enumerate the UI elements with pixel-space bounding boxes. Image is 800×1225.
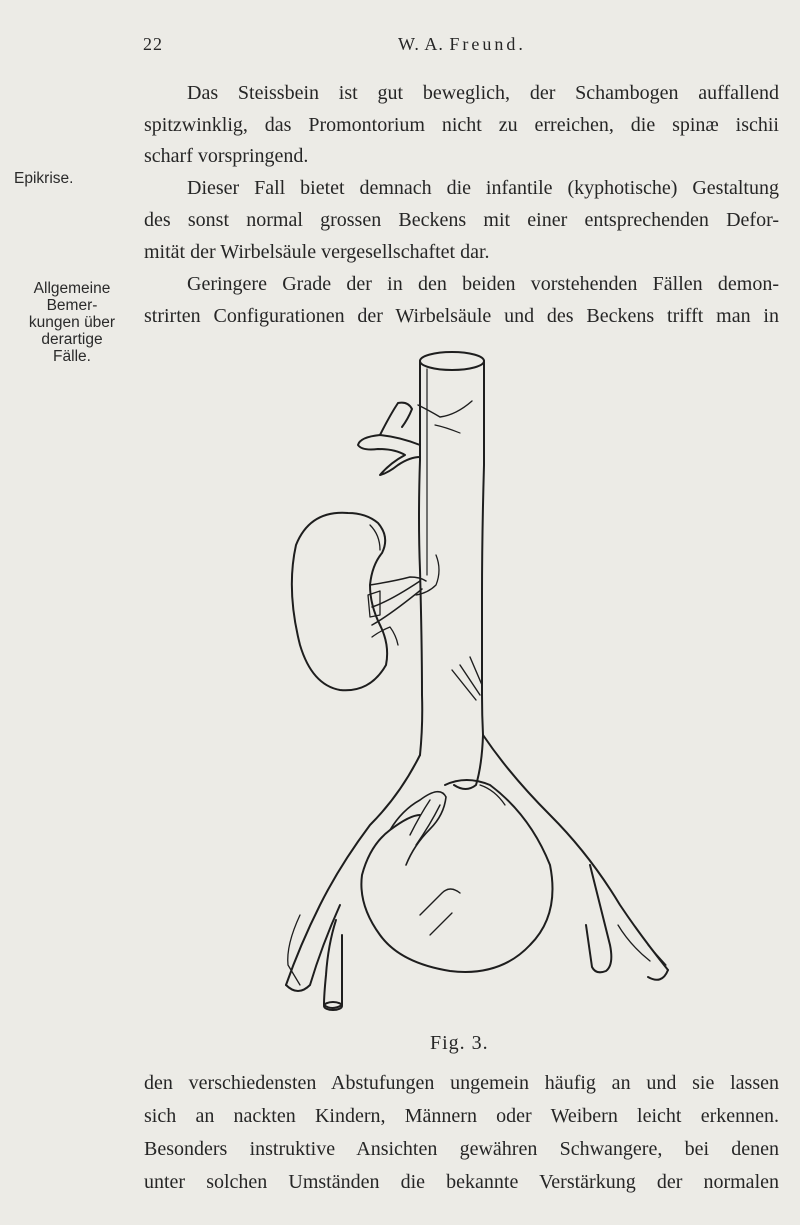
margin-note-line: Allgemeine — [33, 280, 111, 297]
text-line: spitzwinklig, das Promontorium nicht zu erreichen, die spinæ ischii — [144, 114, 779, 136]
upper-branch — [358, 401, 472, 475]
margin-note-line: Fälle. — [53, 348, 91, 365]
iliac-right — [483, 735, 668, 980]
iliac-left — [286, 735, 483, 1010]
margin-note-allgemeine — [14, 280, 130, 365]
text-line: Dieser Fall bietet demnach die infantile (kyphotische) Gestaltung — [187, 177, 779, 199]
running-head — [398, 34, 526, 55]
text-line: Das Steissbein ist gut beweglich, der Schambogen auffallend — [187, 82, 779, 104]
author-surname: Freund. — [449, 34, 526, 54]
text-line: den verschiedensten Abstufungen ungemein häufig an und sie lassen — [144, 1072, 779, 1094]
margin-note-line: derartige — [41, 331, 103, 348]
page-header — [0, 30, 800, 60]
small-fork — [452, 657, 482, 700]
text-line: scharf vorspringend. — [144, 145, 309, 167]
text-line: Besonders instruktive Ansichten gewähren Schwangere, bei denen — [144, 1138, 779, 1160]
text-line: sich an nackten Kindern, Männern oder Weibern leicht erkennen. — [144, 1105, 779, 1127]
text-line: strirten Configurationen der Wirbelsäule und des Beckens trifft man in — [144, 305, 779, 327]
figure-illustration — [230, 345, 690, 1025]
pelvic-organ — [361, 780, 552, 972]
figure-caption: Fig. 3. — [430, 1032, 489, 1054]
aorta-trunk — [419, 352, 484, 755]
text-line: Geringere Grade der in den beiden vorstehenden Fällen demon- — [187, 273, 779, 295]
author-initials: W. A. — [398, 34, 444, 54]
margin-note-line: Bemer- — [46, 297, 98, 314]
text-line: unter solchen Umständen die bekannte Verstärkung der normalen — [144, 1171, 779, 1193]
page-number: 22 — [143, 34, 163, 54]
anatomical-drawing — [230, 345, 690, 1025]
text-line: mität der Wirbelsäule vergesellschaftet dar. — [144, 241, 490, 263]
kidney-shape — [292, 513, 439, 691]
margin-note-line: kungen über — [28, 314, 116, 331]
margin-note-epikrise: Epikrise. — [14, 170, 74, 187]
text-line: des sonst normal grossen Beckens mit einer entsprechenden Defor- — [144, 209, 779, 231]
